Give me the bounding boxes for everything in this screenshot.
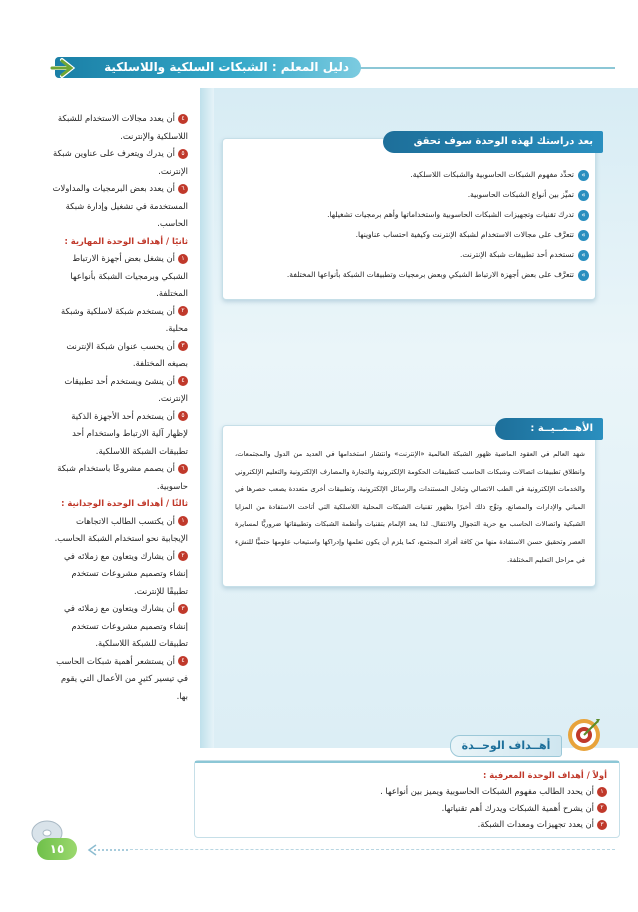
objective-text: أن ينشئ ويستخدم أحد تطبيقات الإنترنت. <box>64 375 188 403</box>
page-header: دليل المعلم : الشبكات السلكية واللاسلكية <box>55 57 361 78</box>
objective-text: أن يحسب عنوان شبكة الإنترنت بصيغه المختلفة. <box>66 340 188 368</box>
objective-text: أن يستشعر أهمية شبكات الحاسب في تيسير كثيرٍ من الأعمال التي يقوم بها. <box>56 655 188 701</box>
bullet-icon: » <box>578 230 589 241</box>
objective-item: »تميِّز بين أنواع الشبكات الحاسوبية. <box>237 185 589 205</box>
objective-item <box>48 145 188 180</box>
number-badge: ٦ <box>178 464 188 474</box>
panel-stripe <box>200 88 214 748</box>
number-badge: ٣ <box>178 604 188 614</box>
number-badge: ٢ <box>597 803 607 813</box>
number-badge: ٦ <box>178 184 188 194</box>
footer-rule <box>130 849 615 851</box>
goal-item: ١أن يحدد الطالب مفهوم الشبكات الحاسوبية ويميز بين أنواعها . <box>207 783 607 800</box>
bullet-icon: » <box>578 250 589 261</box>
number-badge: ١ <box>178 254 188 264</box>
objective-item <box>48 548 188 601</box>
objective-text: أن يعدد مجالات الاستخدام للشبكة اللاسلكية والإنترنت. <box>57 113 188 141</box>
arrow-icon <box>48 56 80 80</box>
goal-item: ٣أن يعدد تجهيزات ومعدات الشبكة. <box>207 816 607 833</box>
objective-item <box>48 180 188 233</box>
objectives-title: بعد دراستك لهذه الوحدة سوف تحقق الأهداف التالية : <box>383 131 603 153</box>
number-badge: ١ <box>178 516 188 526</box>
objective-item: »تحدِّد مفهوم الشبكات الحاسوبية والشبكات اللاسلكية. <box>237 165 589 185</box>
objectives-list <box>237 165 589 285</box>
objective-text: أن يشغل بعض أجهزة الارتباط الشبكي وبرمجيات الشبكة بأنواعها المختلفة. <box>70 253 188 298</box>
goal-item: ٢أن يشرح أهمية الشبكات ويدرك أهم تقنياتها. <box>207 800 607 817</box>
objective-text: أن يصمم مشروعًا باستخدام شبكة حاسوبية. <box>57 463 188 491</box>
number-badge: ٢ <box>178 306 188 316</box>
objective-item <box>48 373 188 408</box>
unit-goals-box <box>194 760 620 838</box>
objective-text: أن يشارك ويتعاون مع زملائه في إنشاء وتصميم مشروعات تستخدم تطبيقًا للإنترنت. <box>63 550 188 596</box>
objective-item <box>48 513 188 548</box>
left-column-objectives <box>48 110 188 705</box>
objective-text: أن يكتسب الطالب الاتجاهات الإيجابية نحو استخدام الشبكة الحاسب. <box>54 515 188 543</box>
objectives-card <box>222 138 596 300</box>
number-badge: ٥ <box>178 149 188 159</box>
importance-title: الأهــمــيــة : <box>495 418 603 440</box>
objective-item <box>48 250 188 303</box>
number-badge: ٣ <box>597 820 607 830</box>
number-badge: ٥ <box>178 411 188 421</box>
header-rule <box>360 67 615 69</box>
unit-goals-tab: أهــداف الوحــدة <box>450 735 562 757</box>
objective-item <box>48 303 188 338</box>
importance-card <box>222 425 596 587</box>
bullet-icon: » <box>578 190 589 201</box>
objective-text: أن يدرك ويتعرف على عناوين شبكة الإنترنت. <box>53 148 188 176</box>
section-heading: ثانيًا / أهداف الوحدة المهارية : <box>64 235 188 246</box>
arrow-icon <box>86 843 130 857</box>
objective-item: »تتعرَّف على مجالات الاستخدام لشبكة الإنترنت وكيفية احتساب عناوينها. <box>237 225 589 245</box>
page-number: ١٥ <box>37 838 77 860</box>
number-badge: ٢ <box>178 551 188 561</box>
bullet-icon: » <box>578 270 589 281</box>
number-badge: ٤ <box>178 376 188 386</box>
objective-text: أن يستخدم شبكة لاسلكية وشبكة محلية. <box>60 305 188 333</box>
objective-item <box>48 408 188 461</box>
number-badge: ٤ <box>178 114 188 124</box>
objective-item <box>48 460 188 495</box>
objective-item <box>48 653 188 706</box>
goals-heading: أولاً / أهداف الوحدة المعرفية : <box>482 770 607 780</box>
target-icon <box>566 717 602 753</box>
importance-text <box>235 446 585 569</box>
number-badge: ٤ <box>178 656 188 666</box>
importance-paragraph: شهد العالم في العقود الماضية ظهور الشبكة العالمية «الإنترنت» وانتشار استخدامها في العديد من الدول والمجتمعات، وانطلاق تطبيقات اتصالات وشبكات الحاسب كتطبيقات الحكومة الإلكترونية والتجارة والمصارف الإلكترونية والتعليم الإلكتروني والخدمات الإلكترونية في الطب الاتصالي وتبادل المستندات والرسائل الإلكترونية، وتطبيقات أخرى متعددة يصعب حصرها في المباني والإدارات والمصانع. وتوِّج ذلك أخيرًا بظهور تقنيات الشبكات المحلية اللاسلكية التي أتاحت الاستفادة من المزايا الشبكية واتصالات الحاسب مع حرية التجوال والانتقال. <box>235 450 585 529</box>
objective-text: أن يعدد بعض البرمجيات والمداولات المستخدمة في تشغيل وإدارة شبكة الحاسب. <box>52 183 188 228</box>
objective-item <box>48 110 188 145</box>
section-heading: ثالثًا / أهداف الوحدة الوجدانية : <box>61 498 188 508</box>
objective-item: »تستخدم أحد تطبيقات شبكة الإنترنت. <box>237 245 589 265</box>
bullet-icon: » <box>578 170 589 181</box>
number-badge: ٣ <box>178 341 188 351</box>
objective-text: أن يشارك ويتعاون مع زملائه في إنشاء وتصميم مشروعات تستخدم تطبيقات للشبكة اللاسلكية. <box>63 603 188 648</box>
objective-item: »تتعرَّف على بعض أجهزة الارتباط الشبكي وبعض برمجيات وتطبيقات الشبكة بأنواعها المختلفة. <box>237 265 589 285</box>
goals-content <box>207 767 607 833</box>
objective-text: أن يستخدم أحد الأجهزة الذكية لإظهار آلية الارتباط واستخدام أحد تطبيقات الشبكة اللاسلكية. <box>71 410 188 456</box>
objective-item: »تدرك تقنيات وتجهيزات الشبكات الحاسوبية واستخداماتها وأهم برمجيات تشغيلها. <box>237 205 589 225</box>
objective-item <box>48 600 188 653</box>
importance-paragraph: لذا يعد الإلمام بتقنيات وأنظمة الشبكات وتطبيقاتها ضروريًّا لمسايرة العصر وتحقيق حسن الاستفادة منها من كافة أفراد المجتمع، كما يلزم أن يكون تعلمها وإدراكها واستيعاب علومها حتميًّا للنشء في مراحل التعليم المختلفة. <box>235 520 585 564</box>
bullet-icon: » <box>578 210 589 221</box>
goals-rule <box>195 761 619 763</box>
objective-item <box>48 338 188 373</box>
number-badge: ١ <box>597 787 607 797</box>
